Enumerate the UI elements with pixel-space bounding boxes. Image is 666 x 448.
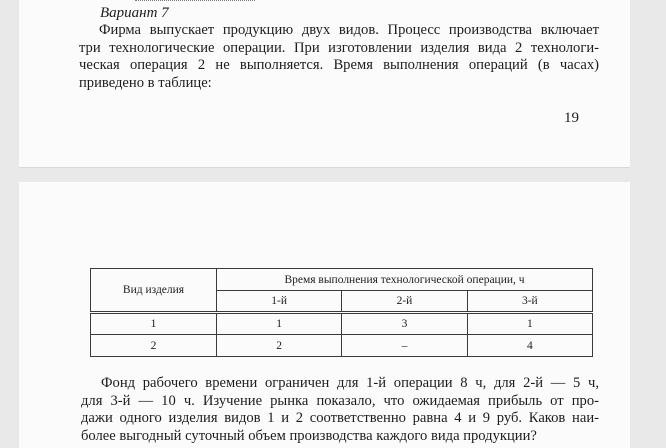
task-statement bbox=[79, 22, 599, 92]
cell-op-1: 1 bbox=[217, 313, 342, 335]
cell-product: 1 bbox=[91, 313, 217, 335]
task-line: три технологические операции. При изготовлении изделия вида 2 технологи- bbox=[79, 39, 599, 56]
cropped-text-fragment bbox=[135, 0, 255, 3]
header-op-1: 1-й bbox=[217, 291, 342, 313]
header-operation-time: Время выполнения технологической операции, ч bbox=[217, 269, 593, 291]
cell-product: 2 bbox=[91, 335, 217, 357]
table-row bbox=[91, 335, 593, 357]
text-line: более выгодный суточный объем производства каждого вида продукции? bbox=[81, 427, 537, 444]
cell-op-2: 3 bbox=[342, 313, 467, 335]
task-line: ческая операция 2 не выполняется. Время выполнения операций (в часах) bbox=[79, 57, 599, 73]
task-line: Фирма выпускает продукцию двух видов. Процесс производства включает bbox=[99, 22, 599, 38]
header-op-2: 2-й bbox=[342, 291, 467, 313]
operations-table bbox=[90, 268, 593, 357]
top-page bbox=[19, 0, 630, 168]
cell-op-3: 4 bbox=[467, 335, 592, 357]
text-line: Фонд рабочего времени ограничен для 1-й операции 8 ч, для 2-й — 5 ч, bbox=[101, 375, 599, 391]
cell-op-2: – bbox=[342, 335, 467, 357]
header-op-3: 3-й bbox=[467, 291, 592, 313]
variant-heading: Вариант 7 bbox=[100, 5, 169, 21]
cell-op-1: 2 bbox=[217, 335, 342, 357]
cell-op-3: 1 bbox=[467, 313, 592, 335]
bottom-page bbox=[19, 182, 630, 448]
text-line: для 3-й — 10 ч. Изучение рынка показало, что ожидаемая прибыль от про- bbox=[81, 392, 599, 409]
table-row bbox=[91, 313, 593, 335]
text-line: дажи одного изделия видов 1 и 2 соответственно равна 4 и 9 руб. Каков наи- bbox=[81, 410, 599, 426]
constraints-text bbox=[81, 375, 599, 445]
header-product-type: Вид изделия bbox=[91, 269, 217, 313]
task-line: приведено в таблице: bbox=[79, 74, 212, 91]
page-number: 19 bbox=[564, 110, 579, 126]
